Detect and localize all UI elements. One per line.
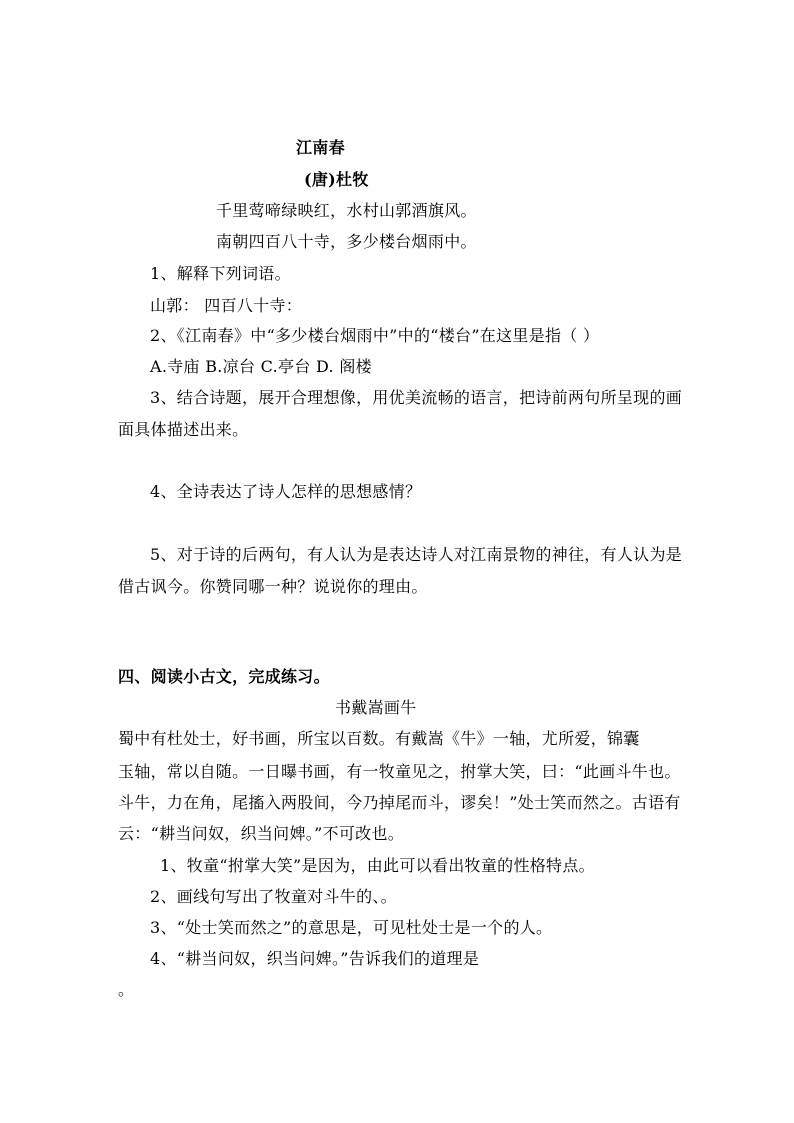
poem-line-2: 南朝四百八十寺，多少楼台烟雨中。 bbox=[216, 232, 477, 251]
poem-question-3-line-1: 3、结合诗题，展开合理想像，用优美流畅的语言，把诗前两句所呈现的画 bbox=[150, 388, 683, 407]
story-question-4: 4、“耕当问奴，织当问婢。”告诉我们的道理是 bbox=[150, 949, 480, 968]
poem-question-5-line-2: 借古讽今。你赞同哪一种？说说你的理由。 bbox=[118, 577, 428, 596]
story-question-4-end: 。 bbox=[118, 980, 135, 999]
section-4-heading: 四、阅读小古文，完成练习。 bbox=[118, 667, 330, 686]
poem-question-2: 2、《江南春》中“多少楼台烟雨中”中的“楼台”在这里是指（ ） bbox=[150, 326, 600, 345]
story-question-3: 3、“处士笑而然之”的意思是，可见杜处士是一个的人。 bbox=[150, 918, 553, 937]
story-line-2: 玉轴，常以自随。一日曝书画，有一牧童见之，拊掌大笑，曰：“此画斗牛也。 bbox=[118, 762, 681, 781]
poem-question-4: 4、全诗表达了诗人怎样的思想感情？ bbox=[150, 482, 422, 501]
story-line-1: 蜀中有杜处士，好书画，所宝以百数。有戴嵩《牛》一轴，尤所爱，锦囊 bbox=[118, 729, 640, 748]
poem-question-1: 1、解释下列词语。 bbox=[150, 264, 291, 283]
poem-title: 江南春 bbox=[296, 138, 345, 157]
poem-question-2-options: A.寺庙 B.凉台 C.亭台 D. 阁楼 bbox=[150, 357, 372, 376]
story-question-2: 2、画线句写出了牧童对斗牛的、。 bbox=[150, 887, 397, 906]
story-line-4: 云：“耕当问奴，织当问婢。”不可改也。 bbox=[118, 824, 405, 843]
story-line-3: 斗牛，力在角，尾搐入两股间，今乃掉尾而斗，谬矣！”处士笑而然之。古语有 bbox=[118, 793, 681, 812]
poem-question-1-terms: 山郭： 四百八十寺： bbox=[150, 296, 303, 315]
story-title: 书戴嵩画牛 bbox=[335, 698, 417, 717]
poem-line-1: 千里莺啼绿映红，水村山郭酒旗风。 bbox=[216, 201, 477, 220]
poem-question-3-line-2: 面具体描述出来。 bbox=[118, 420, 249, 439]
poem-question-5-line-1: 5、对于诗的后两句，有人认为是表达诗人对江南景物的神往，有人认为是 bbox=[150, 545, 683, 564]
poem-author: (唐)杜牧 bbox=[304, 170, 369, 189]
story-question-1: 1、牧童“拊掌大笑”是因为，由此可以看出牧童的性格特点。 bbox=[160, 856, 595, 875]
